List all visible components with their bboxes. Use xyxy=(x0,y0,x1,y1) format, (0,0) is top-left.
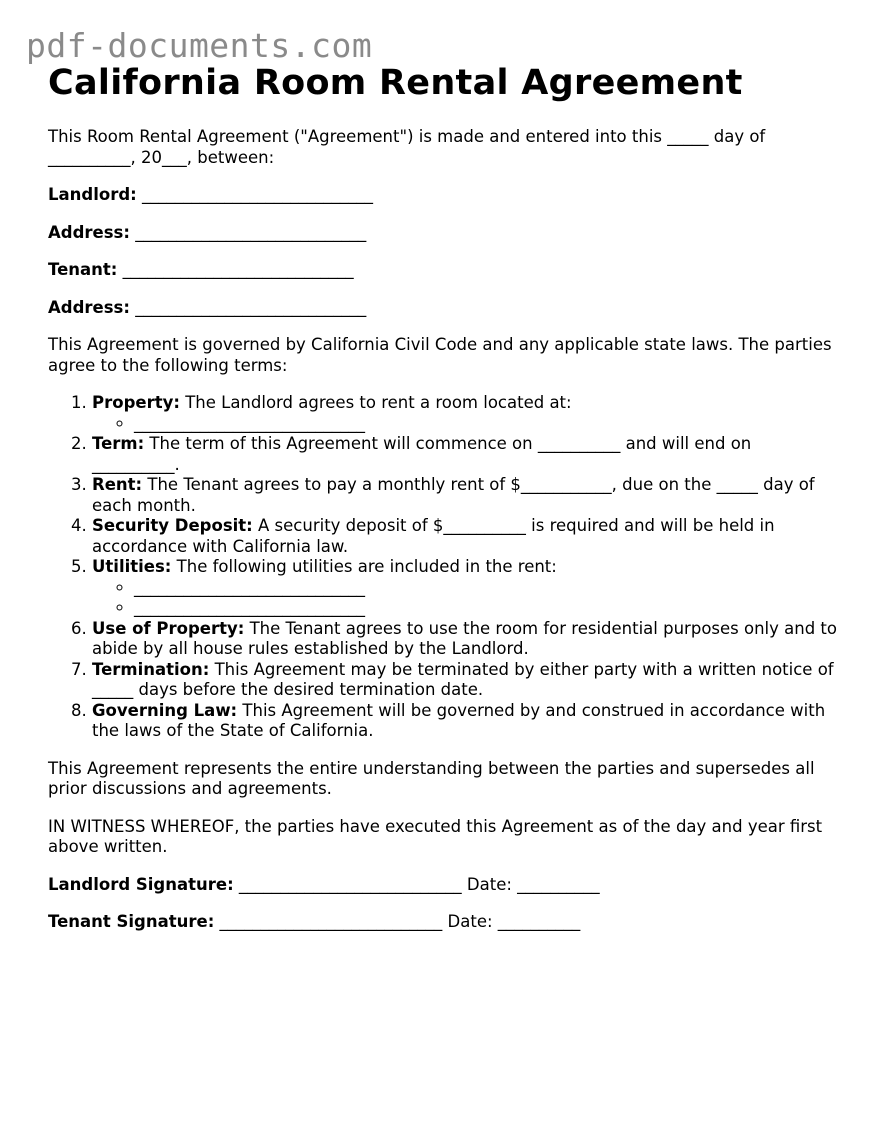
governed-paragraph: This Agreement is governed by California Civil Code and any applicable state laws. The parties agree to the following terms: xyxy=(48,335,832,375)
watermark: pdf-documents.com xyxy=(26,26,373,65)
term-item-governing-law xyxy=(92,701,838,742)
document-title: California Room Rental Agreement xyxy=(48,63,743,103)
tenant-label: Tenant: xyxy=(48,260,118,279)
tenant-address-label: Address: xyxy=(48,297,130,317)
term-label: Governing Law: xyxy=(92,700,238,720)
term-item-rent xyxy=(92,475,838,516)
term-text: This Agreement will be governed by and construed in accordance with the laws of the State of California. xyxy=(92,700,826,740)
landlord-label: Landlord: xyxy=(48,185,137,204)
term-label: Utilities: xyxy=(92,557,172,576)
utilities-sublist xyxy=(92,578,838,619)
tenant-blank: ____________________________ xyxy=(122,260,354,279)
term-item-termination xyxy=(92,660,838,701)
entire-agreement-paragraph: This Agreement represents the entire understanding between the parties and supersedes all prior discussions and agreements. xyxy=(48,758,815,798)
sub-item: ◦ ____________________________ xyxy=(134,598,838,619)
landlord-signature-line xyxy=(48,875,838,896)
sub-item: ◦ ____________________________ xyxy=(134,578,838,599)
landlord-address-line xyxy=(48,223,838,244)
term-label: Rent: xyxy=(92,475,143,494)
term-item-use-of-property xyxy=(92,619,838,660)
terms-list xyxy=(48,393,838,742)
tenant-signature-blank: ___________________________ Date: __________ xyxy=(214,912,581,931)
tenant-signature-line xyxy=(48,912,838,933)
tenant-signature-label: Tenant Signature: xyxy=(48,912,215,931)
term-label: Property: xyxy=(92,393,180,412)
tenant-address-blank: ____________________________ xyxy=(135,297,367,317)
landlord-line xyxy=(48,185,838,206)
landlord-blank: ____________________________ xyxy=(142,185,373,204)
term-text: The Landlord agrees to rent a room located at: xyxy=(179,393,572,412)
term-label: Termination: xyxy=(92,659,210,679)
term-text: This Agreement may be terminated by either party with a written notice of _____ days before the desired termination date. xyxy=(92,659,834,699)
term-item-security-deposit xyxy=(92,516,838,557)
tenant-address-line xyxy=(48,298,838,319)
property-sublist xyxy=(92,414,838,435)
term-text: The Tenant agrees to use the room for residential purposes only and to abide by all house rules established by the Landlord. xyxy=(92,618,837,658)
term-text: The term of this Agreement will commence on __________ and will end on __________. xyxy=(92,434,752,474)
landlord-address-blank: ____________________________ xyxy=(135,222,367,242)
sub-item: ◦ ____________________________ xyxy=(134,414,838,435)
intro-paragraph: This Room Rental Agreement ("Agreement") is made and entered into this _____ day of __________, 20___, between: xyxy=(48,127,766,167)
landlord-signature-label: Landlord Signature: xyxy=(48,874,234,894)
document-page xyxy=(48,60,838,933)
term-text: The following utilities are included in the rent: xyxy=(171,557,557,576)
term-item-property xyxy=(92,393,838,434)
term-item-term xyxy=(92,434,838,475)
landlord-signature-blank: ___________________________ Date: __________ xyxy=(233,874,600,894)
term-text: A security deposit of $__________ is required and will be held in accordance with California law. xyxy=(92,516,775,556)
term-item-utilities xyxy=(92,557,838,619)
term-label: Security Deposit: xyxy=(92,516,253,535)
term-label: Term: xyxy=(92,434,145,453)
witness-paragraph: IN WITNESS WHEREOF, the parties have executed this Agreement as of the day and year first above written. xyxy=(48,816,823,856)
landlord-address-label: Address: xyxy=(48,222,130,242)
term-label: Use of Property: xyxy=(92,618,245,638)
term-text: The Tenant agrees to pay a monthly rent of $___________, due on the _____ day of each month. xyxy=(92,475,815,515)
tenant-line xyxy=(48,260,838,281)
